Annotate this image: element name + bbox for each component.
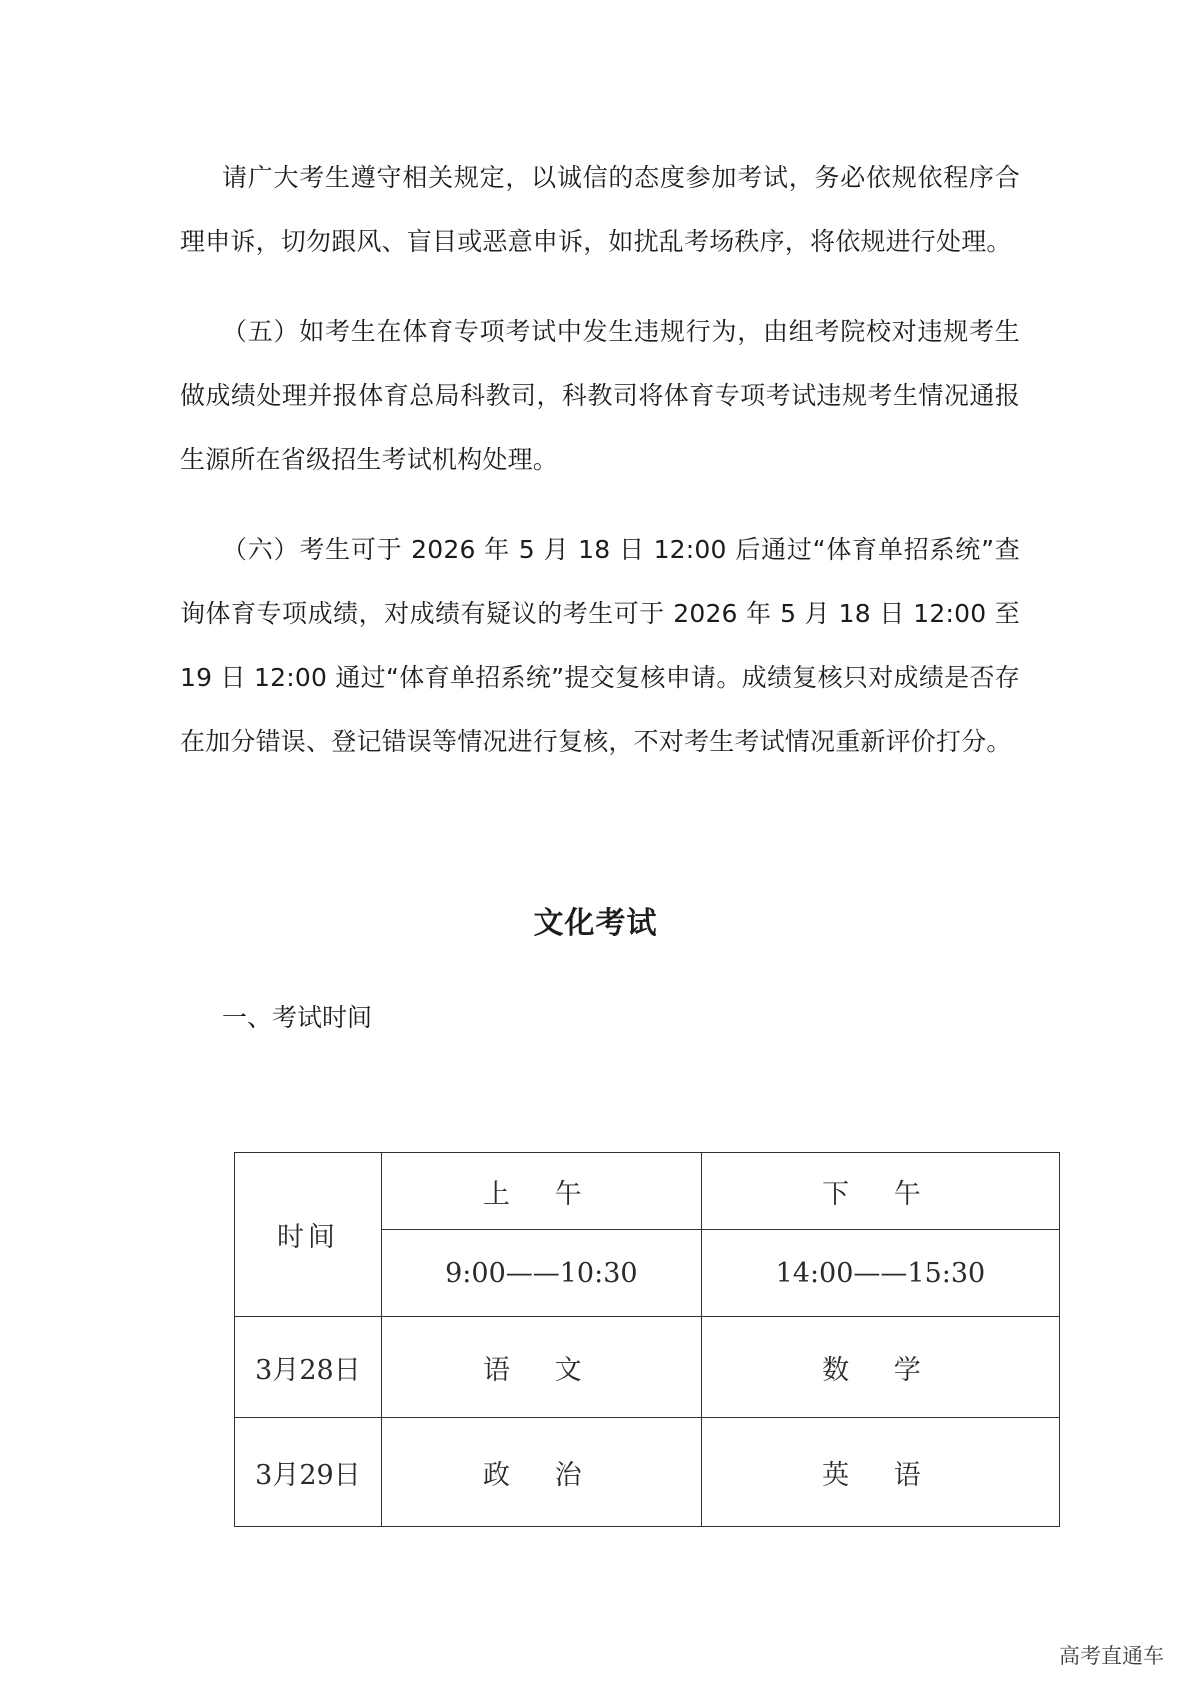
date-cell: 3月28日 (235, 1317, 382, 1418)
morning-time-cell: 9:00——10:30 (381, 1230, 701, 1317)
header-afternoon-cell: 下 午 (701, 1153, 1059, 1230)
morning-subject-cell: 政 治 (381, 1418, 701, 1527)
subheading-exam-time: 一、考试时间 (222, 1003, 373, 1032)
paragraph-item-6: （六）考生可于 2026 年 5 月 18 日 12:00 后通过“体育单招系统”查询体育专项成绩，对成绩有疑议的考生可于 2026 年 5 月 18 日 12:00 至 19 日 12:00 通过“体育单招系统”提交复核申请。成绩复核只对成绩是否存在加分错误、登记错误等情况进行复核，不对考生考试情况重新评价打分。 (180, 535, 1020, 756)
table-row (235, 1317, 1060, 1418)
header-morning-cell: 上 午 (381, 1153, 701, 1230)
paragraph-appeal-notice: 请广大考生遵守相关规定，以诚信的态度参加考试，务必依规依程序合理申诉，切勿跟风、盲目或恶意申诉，如扰乱考场秩序，将依规进行处理。 (180, 163, 1020, 256)
header-time-cell: 时间 (235, 1153, 382, 1317)
afternoon-time-cell: 14:00——15:30 (701, 1230, 1059, 1317)
paragraph-item-5: （五）如考生在体育专项考试中发生违规行为，由组考院校对违规考生做成绩处理并报体育总局科教司，科教司将体育专项考试违规考生情况通报生源所在省级招生考试机构处理。 (180, 317, 1020, 474)
date-cell: 3月29日 (235, 1418, 382, 1527)
table-header-row (235, 1153, 1060, 1230)
exam-schedule-table (234, 1152, 1060, 1527)
afternoon-subject-cell: 数 学 (701, 1317, 1059, 1418)
source-watermark: 高考直通车 (1059, 1644, 1164, 1668)
afternoon-subject-cell: 英 语 (701, 1418, 1059, 1527)
morning-subject-cell: 语 文 (381, 1317, 701, 1418)
table-row (235, 1418, 1060, 1527)
section-title: 文化考试 (533, 906, 658, 941)
